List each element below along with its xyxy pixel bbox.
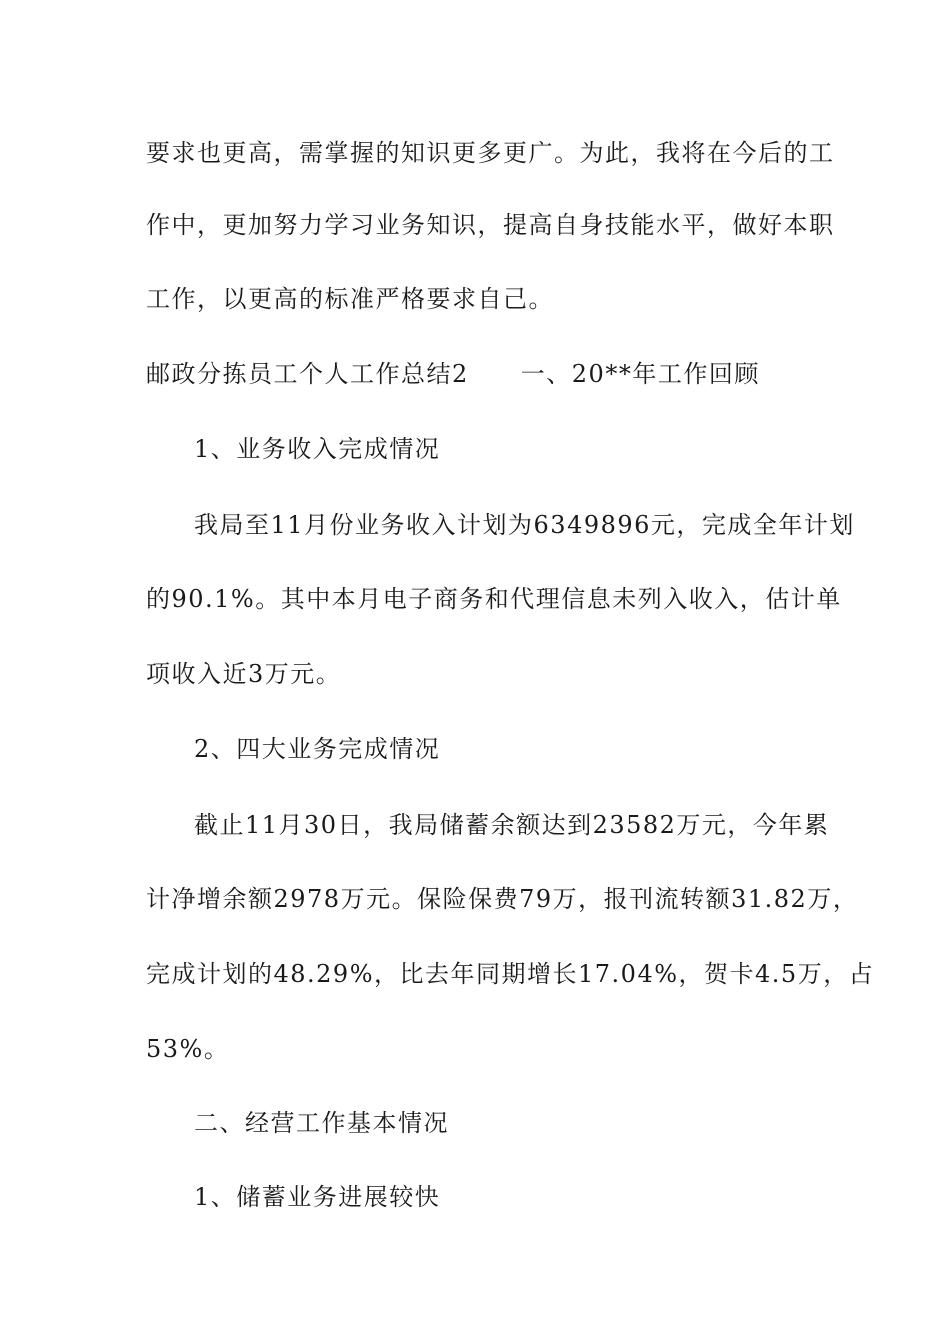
- item-heading: 1、业务收入完成情况: [194, 435, 441, 463]
- paragraph-line: 工作，以更高的标准严格要求自己。: [146, 285, 554, 313]
- paragraph-line: 我局至11月份业务收入计划为6349896元，完成全年计划: [194, 511, 855, 539]
- paragraph-line: 完成计划的48.29%，比去年同期增长17.04%，贺卡4.5万，占: [146, 960, 875, 988]
- paragraph-line: 截止11月30日，我局储蓄余额达到23582万元，今年累: [194, 811, 830, 839]
- section-subtitle: 一、20**年工作回顾: [520, 360, 760, 388]
- paragraph-line: 要求也更高，需掌握的知识更多更广。为此，我将在今后的工: [146, 139, 835, 167]
- section-heading: 二、经营工作基本情况: [194, 1109, 449, 1137]
- paragraph-line: 作中，更加努力学习业务知识，提高自身技能水平，做好本职: [146, 211, 835, 239]
- item-heading: 2、四大业务完成情况: [194, 735, 441, 763]
- paragraph-line: 计净增余额2978万元。保险保费79万，报刊流转额31.82万，: [146, 885, 859, 913]
- item-heading: 1、储蓄业务进展较快: [194, 1183, 441, 1211]
- section-title-row: [146, 359, 760, 389]
- paragraph-line: 53%。: [146, 1035, 230, 1063]
- section-title: 邮政分拣员工个人工作总结2: [146, 360, 469, 388]
- paragraph-line: 的90.1%。其中本月电子商务和代理信息未列入收入，估计单: [146, 585, 842, 613]
- paragraph-line: 项收入近3万元。: [146, 660, 342, 688]
